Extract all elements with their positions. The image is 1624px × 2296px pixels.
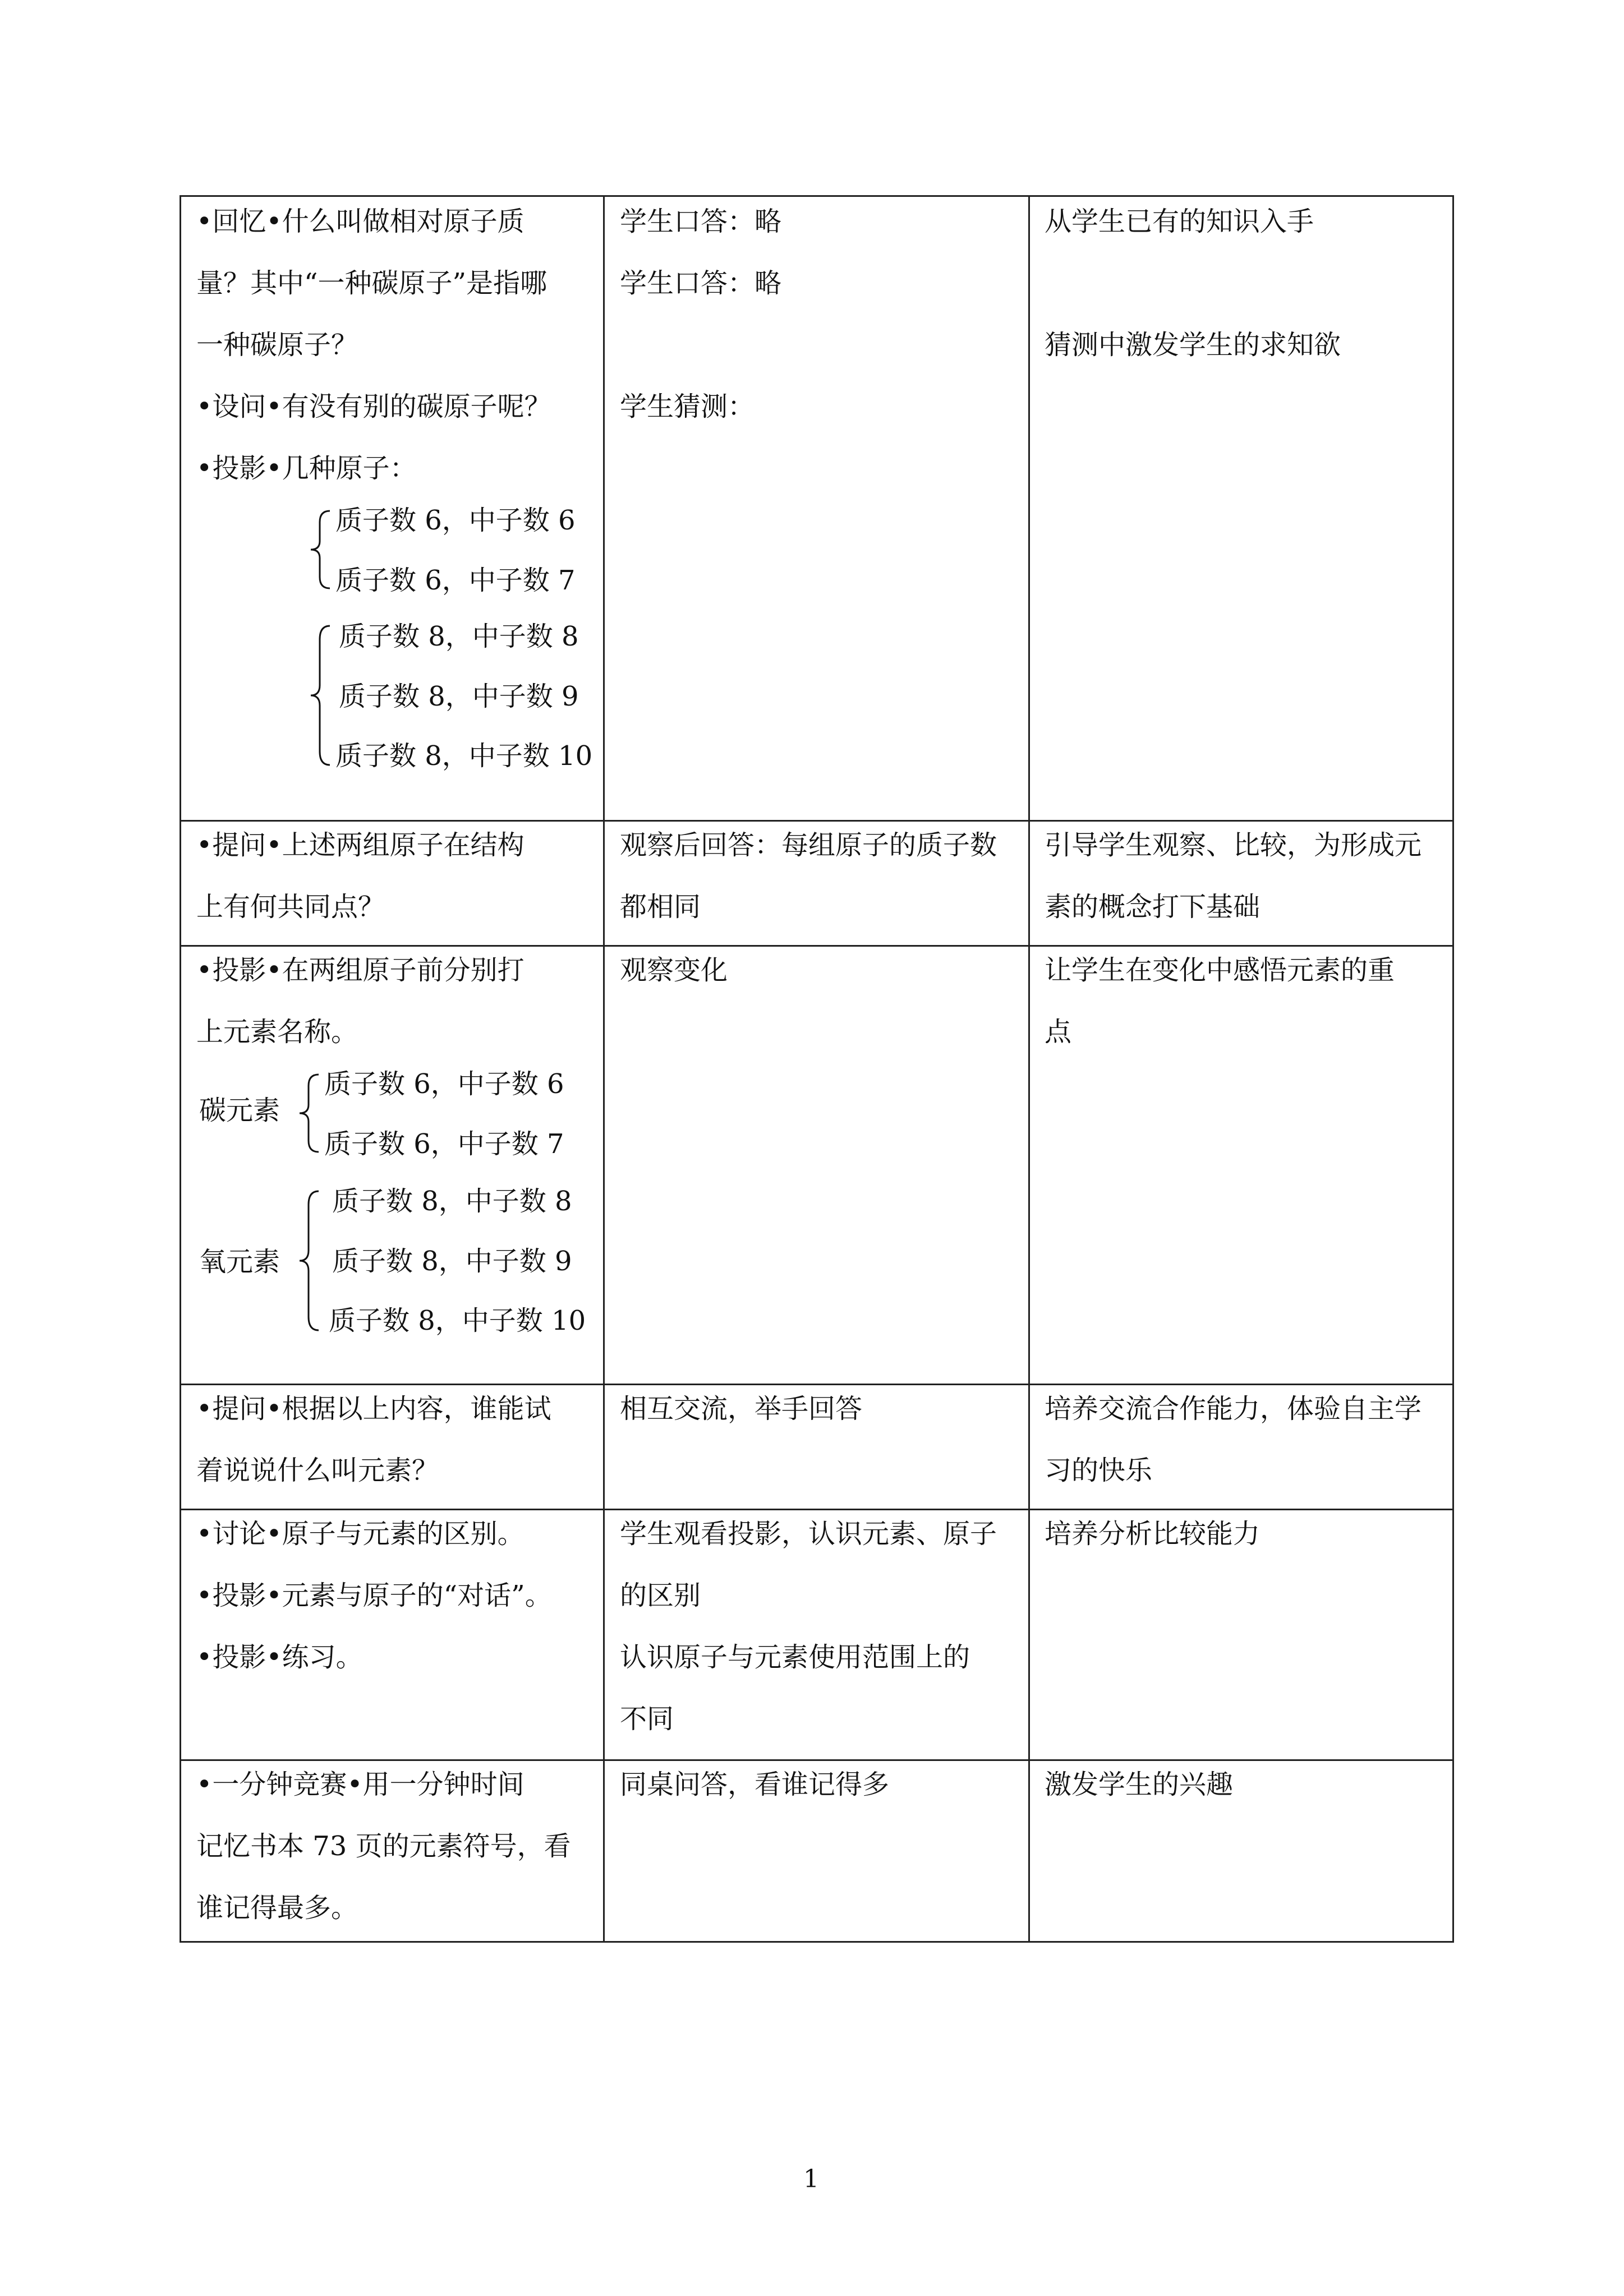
cell-text: 激发学生的兴趣 [1045,1769,1234,1800]
table-border-bottom [180,1941,1454,1943]
row-divider [180,1384,1454,1385]
left-brace-icon [296,1188,324,1334]
cell-text: 观察后回答：每组原子的质子数 [620,829,997,861]
element-label-oxygen: 氧元素 [199,1246,280,1278]
cell-text: 从学生已有的知识入手 [1045,206,1314,237]
table-border-left [180,195,181,1943]
cell-text: •回忆•什么叫做相对原子质 [196,206,525,237]
cell-text: 上元素名称。 [196,1016,358,1048]
cell-text: 素的概念打下基础 [1045,891,1260,923]
cell-text: 都相同 [620,891,701,923]
cell-text: •投影•在两组原子前分别打 [196,955,525,986]
atom-entry: 质子数 6，中子数 6 [335,505,576,536]
page-number: 1 [803,2165,819,2193]
cell-text: 猜测中激发学生的求知欲 [1045,329,1341,361]
cell-text: 学生口答：略 [620,268,782,299]
cell-text: 点 [1045,1016,1072,1048]
row-divider [180,945,1454,947]
cell-text: 同桌问答，看谁记得多 [620,1769,890,1800]
cell-text: •提问•上述两组原子在结构 [196,829,525,861]
cell-text: •讨论•原子与元素的区别。 [196,1518,525,1550]
cell-text: 观察变化 [620,955,728,986]
cell-text: 谁记得最多。 [196,1892,358,1924]
cell-text: 学生口答：略 [620,206,782,237]
element-label-carbon: 碳元素 [199,1095,280,1126]
atom-entry: 质子数 8，中子数 10 [329,1305,586,1336]
atom-entry: 质子数 8，中子数 8 [339,621,579,652]
row-divider [180,1759,1454,1761]
column-divider-1 [603,195,605,1943]
cell-text: 一种碳原子？ [196,329,358,361]
cell-text: 上有何共同点？ [196,891,385,923]
cell-text: 着说说什么叫元素？ [196,1455,439,1486]
cell-text: •设问•有没有别的碳原子呢？ [196,391,551,422]
atom-entry: 质子数 8，中子数 10 [335,740,593,772]
cell-text: 记忆书本 73 页的元素符号，看 [196,1831,571,1862]
table-border-top [180,195,1454,197]
column-divider-2 [1028,195,1030,1943]
cell-text: •投影•几种原子： [196,453,417,484]
table-border-right [1452,195,1454,1943]
left-brace-icon [296,1071,324,1155]
atom-entry: 质子数 8，中子数 9 [332,1246,572,1277]
row-divider [180,820,1454,822]
row-divider [180,1509,1454,1510]
atom-entry: 质子数 6，中子数 7 [324,1128,564,1160]
cell-text: 培养交流合作能力，体验自主学 [1045,1393,1422,1424]
left-brace-icon [307,623,335,768]
cell-text: 学生观看投影，认识元素、原子 [620,1518,997,1550]
atom-entry: 质子数 8，中子数 9 [339,681,579,712]
cell-text: 习的快乐 [1045,1455,1153,1486]
cell-text: 不同 [620,1703,674,1735]
atom-entry: 质子数 6，中子数 7 [335,565,576,596]
left-brace-icon [307,508,335,592]
cell-text: •投影•元素与原子的“对话”。 [196,1580,552,1611]
cell-text: •一分钟竞赛•用一分钟时间 [196,1769,525,1800]
cell-text: 的区别 [620,1580,701,1611]
atom-entry: 质子数 8，中子数 8 [332,1186,572,1217]
cell-text: 培养分析比较能力 [1045,1518,1260,1550]
cell-text: 量？其中“一种碳原子”是指哪 [196,268,548,299]
cell-text: 引导学生观察、比较，为形成元 [1045,829,1422,861]
cell-text: •提问•根据以上内容，谁能试 [196,1393,551,1424]
cell-text: 学生猜测： [620,391,755,422]
cell-text: •投影•练习。 [196,1642,363,1673]
cell-text: 认识原子与元素使用范围上的 [620,1642,970,1673]
atom-entry: 质子数 6，中子数 6 [324,1068,564,1100]
cell-text: 让学生在变化中感悟元素的重 [1045,955,1395,986]
cell-text: 相互交流，举手回答 [620,1393,863,1424]
